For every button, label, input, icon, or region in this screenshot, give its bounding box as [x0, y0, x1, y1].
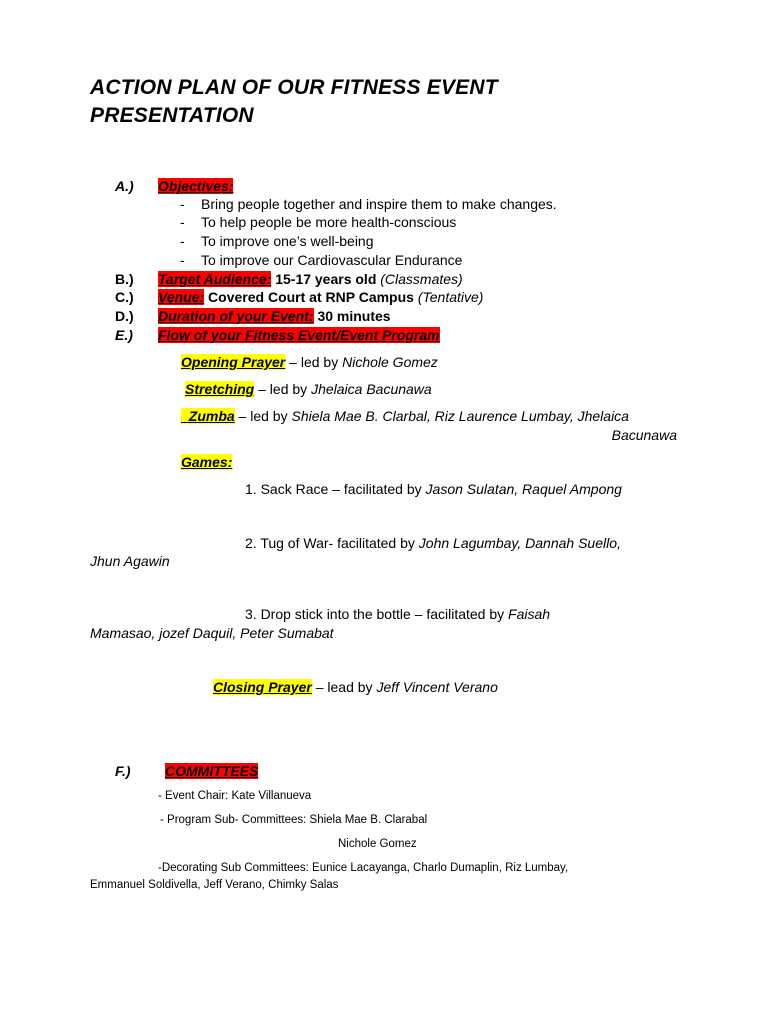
game-facilitators: John Lagumbay, Dannah Suello, [418, 535, 621, 551]
stretching-leader: Jhelaica Bacunawa [311, 381, 432, 397]
duration-heading: Duration of your Event: [158, 308, 314, 324]
game-item [245, 481, 622, 497]
section-e-marker: E.) [115, 327, 133, 343]
opening-prayer-leader: Nichole Gomez [342, 354, 438, 370]
section-a-heading [158, 178, 233, 194]
section-b-marker: B.) [115, 271, 134, 287]
zumba-sep: – led by [234, 408, 292, 424]
section-f-marker: F.) [115, 763, 131, 779]
duration-value: 30 minutes [317, 308, 391, 324]
objective-item: To help people be more health-conscious [201, 214, 457, 230]
committee-line: - Event Chair: Kate Villanueva [158, 790, 312, 802]
zumba-leaders: Shiela Mae B. Clarbal, Riz Laurence Lumbay, Jhelaica [291, 408, 629, 424]
section-f-line [165, 763, 258, 779]
zumba-leaders-cont: Bacunawa [611, 427, 677, 443]
closing-prayer-sep: – lead by [311, 679, 377, 695]
venue-note: (Tentative) [417, 289, 484, 305]
section-d-marker: D.) [115, 308, 134, 324]
program-closing-prayer [213, 679, 498, 695]
section-a-marker: A.) [115, 178, 134, 194]
objectives-heading: Objectives: [158, 178, 234, 194]
stretching-sep: – led by [254, 381, 312, 397]
section-e-line [158, 327, 440, 343]
game-text: 2. Tug of War- facilitated by [245, 535, 419, 551]
program-zumba [181, 408, 629, 424]
program-stretching [185, 381, 432, 397]
closing-prayer-label: Closing Prayer [213, 679, 312, 695]
game-facilitators-cont: Mamasao, jozef Daquil, Peter Sumabat [90, 625, 334, 641]
bullet-dash: - [180, 196, 185, 212]
game-text: 3. Drop stick into the bottle – facilitated by [245, 606, 509, 622]
game-facilitators: Jason Sulatan, Raquel Ampong [425, 481, 622, 497]
section-c-line [158, 289, 483, 305]
section-c-marker: C.) [115, 289, 134, 305]
program-opening-prayer [181, 354, 438, 370]
game-text: 1. Sack Race – facilitated by [245, 481, 426, 497]
games-label: Games: [181, 454, 233, 470]
opening-prayer-sep: – led by [285, 354, 343, 370]
committee-line: - Program Sub- Committees: Shiela Mae B. Clarabal [160, 814, 428, 826]
bullet-dash: - [180, 233, 185, 249]
zumba-label [181, 408, 235, 424]
venue-heading: Venue: [158, 289, 205, 305]
objective-item: Bring people together and inspire them to make changes. [201, 196, 557, 212]
objective-item: To improve one’s well-being [201, 233, 374, 249]
committee-line: -Decorating Sub Committees: Eunice Lacayanga, Charlo Dumaplin, Riz Lumbay, [158, 862, 569, 874]
bullet-dash: - [180, 252, 185, 268]
game-facilitators: Faisah [508, 606, 551, 622]
page-title-line1: ACTION PLAN OF OUR FITNESS EVENT [90, 76, 498, 99]
game-facilitators-cont: Jhun Agawin [90, 553, 170, 569]
section-d-line [158, 308, 391, 324]
section-b-line [158, 271, 463, 287]
target-audience-note: (Classmates) [380, 271, 463, 287]
objective-item: To improve our Cardiovascular Endurance [201, 252, 463, 268]
committee-line: Emmanuel Soldivella, Jeff Verano, Chimky Salas [90, 879, 339, 891]
committees-heading: COMMITTEES [165, 763, 259, 779]
bullet-dash: - [180, 214, 185, 230]
zumba-label-text: Zumba [188, 408, 235, 424]
target-audience-value: 15-17 years old [275, 271, 377, 287]
target-audience-heading: Target Audience: [158, 271, 272, 287]
game-item [245, 606, 550, 622]
committee-line: Nichole Gomez [338, 838, 417, 850]
stretching-label: Stretching [185, 381, 255, 397]
page-title-line2: PRESENTATION [90, 104, 254, 127]
closing-prayer-leader: Jeff Vincent Verano [376, 679, 498, 695]
game-item [245, 535, 621, 551]
venue-value: Covered Court at RNP Campus [208, 289, 414, 305]
opening-prayer-label: Opening Prayer [181, 354, 286, 370]
games-heading-line [181, 454, 232, 470]
flow-heading: Flow of your Fitness Event/Event Program [158, 327, 440, 343]
